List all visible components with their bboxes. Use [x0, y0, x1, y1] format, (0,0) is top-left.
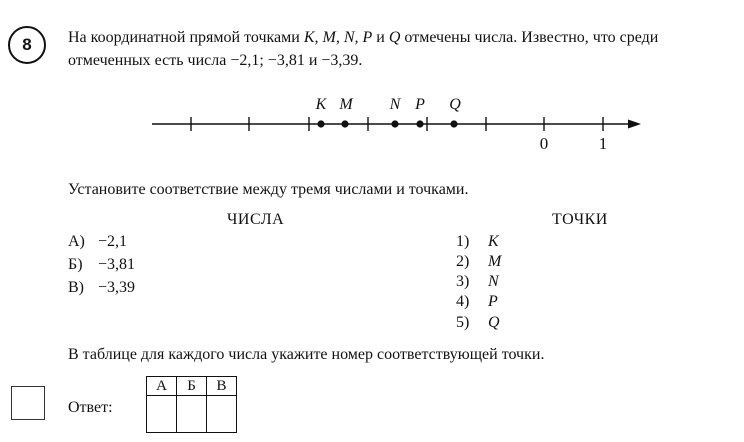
task-number: 8 — [22, 35, 32, 54]
tick-label-zero: 0 — [539, 134, 549, 153]
point-index: 5) — [456, 314, 470, 331]
point-item — [456, 312, 500, 333]
point-name: Q — [488, 314, 500, 331]
point-item — [456, 271, 499, 292]
answer-cell-b[interactable] — [177, 396, 207, 433]
number-value: −2,1 — [98, 233, 128, 250]
number-item — [68, 231, 127, 252]
point-name: N — [488, 273, 499, 290]
numbers-header: ЧИСЛА — [227, 211, 285, 228]
point-item — [456, 251, 501, 272]
conj-and: и — [376, 29, 385, 46]
answer-cell-a[interactable] — [147, 396, 177, 433]
number-letter: В) — [68, 279, 84, 296]
intro-text-b: отмечены числа. Известно, что среди — [404, 29, 659, 46]
point-index: 3) — [456, 273, 470, 290]
var-m: M, — [322, 29, 340, 46]
point-n-dot — [391, 120, 398, 127]
tick-label-one: 1 — [598, 134, 608, 153]
answer-col-v-header: В — [207, 377, 237, 396]
point-index: 1) — [456, 233, 470, 250]
number-value: −3,39 — [98, 279, 136, 296]
point-label-q: Q — [449, 96, 461, 113]
point-label-n: N — [389, 96, 401, 113]
point-index: 2) — [456, 253, 470, 270]
var-p: P — [362, 29, 373, 46]
number-letter: Б) — [68, 256, 83, 273]
number-line-arrow — [628, 120, 641, 129]
intro-line-2: отмеченных есть числа −2,1; −3,81 и −3,39. — [68, 52, 363, 69]
answer-col-b-header: Б — [177, 377, 207, 396]
number-item — [68, 254, 135, 275]
point-name: P — [488, 293, 498, 310]
answer-col-a-header: А — [147, 377, 177, 396]
var-k: K, — [303, 29, 319, 46]
point-item — [456, 291, 498, 312]
point-q-dot — [450, 120, 457, 127]
var-n: N, — [343, 29, 359, 46]
table-instruction: В таблице для каждого числа укажите номер соответствующей точки. — [68, 346, 545, 363]
var-q: Q — [388, 29, 401, 46]
point-index: 4) — [456, 293, 470, 310]
number-value: −3,81 — [98, 256, 136, 273]
point-label-m: M — [339, 96, 353, 113]
point-name: M — [488, 253, 502, 270]
number-item — [68, 277, 135, 298]
answer-cell-v[interactable] — [207, 396, 237, 433]
point-label-k: K — [315, 96, 327, 113]
point-item — [456, 231, 499, 252]
answer-table — [146, 376, 237, 433]
number-letter: А) — [68, 233, 85, 250]
intro-text-a: На координатной прямой точками — [68, 29, 300, 46]
point-m-dot — [341, 120, 348, 127]
answer-label: Ответ: — [68, 399, 113, 416]
points-header: ТОЧКИ — [552, 211, 608, 228]
point-k-dot — [317, 120, 324, 127]
point-label-p: P — [415, 96, 425, 113]
point-p-dot — [416, 120, 423, 127]
match-instruction: Установите соответствие между тремя числами и точками. — [68, 181, 469, 198]
point-name: K — [488, 233, 499, 250]
number-line — [0, 0, 744, 170]
answer-checkbox[interactable] — [11, 386, 45, 420]
